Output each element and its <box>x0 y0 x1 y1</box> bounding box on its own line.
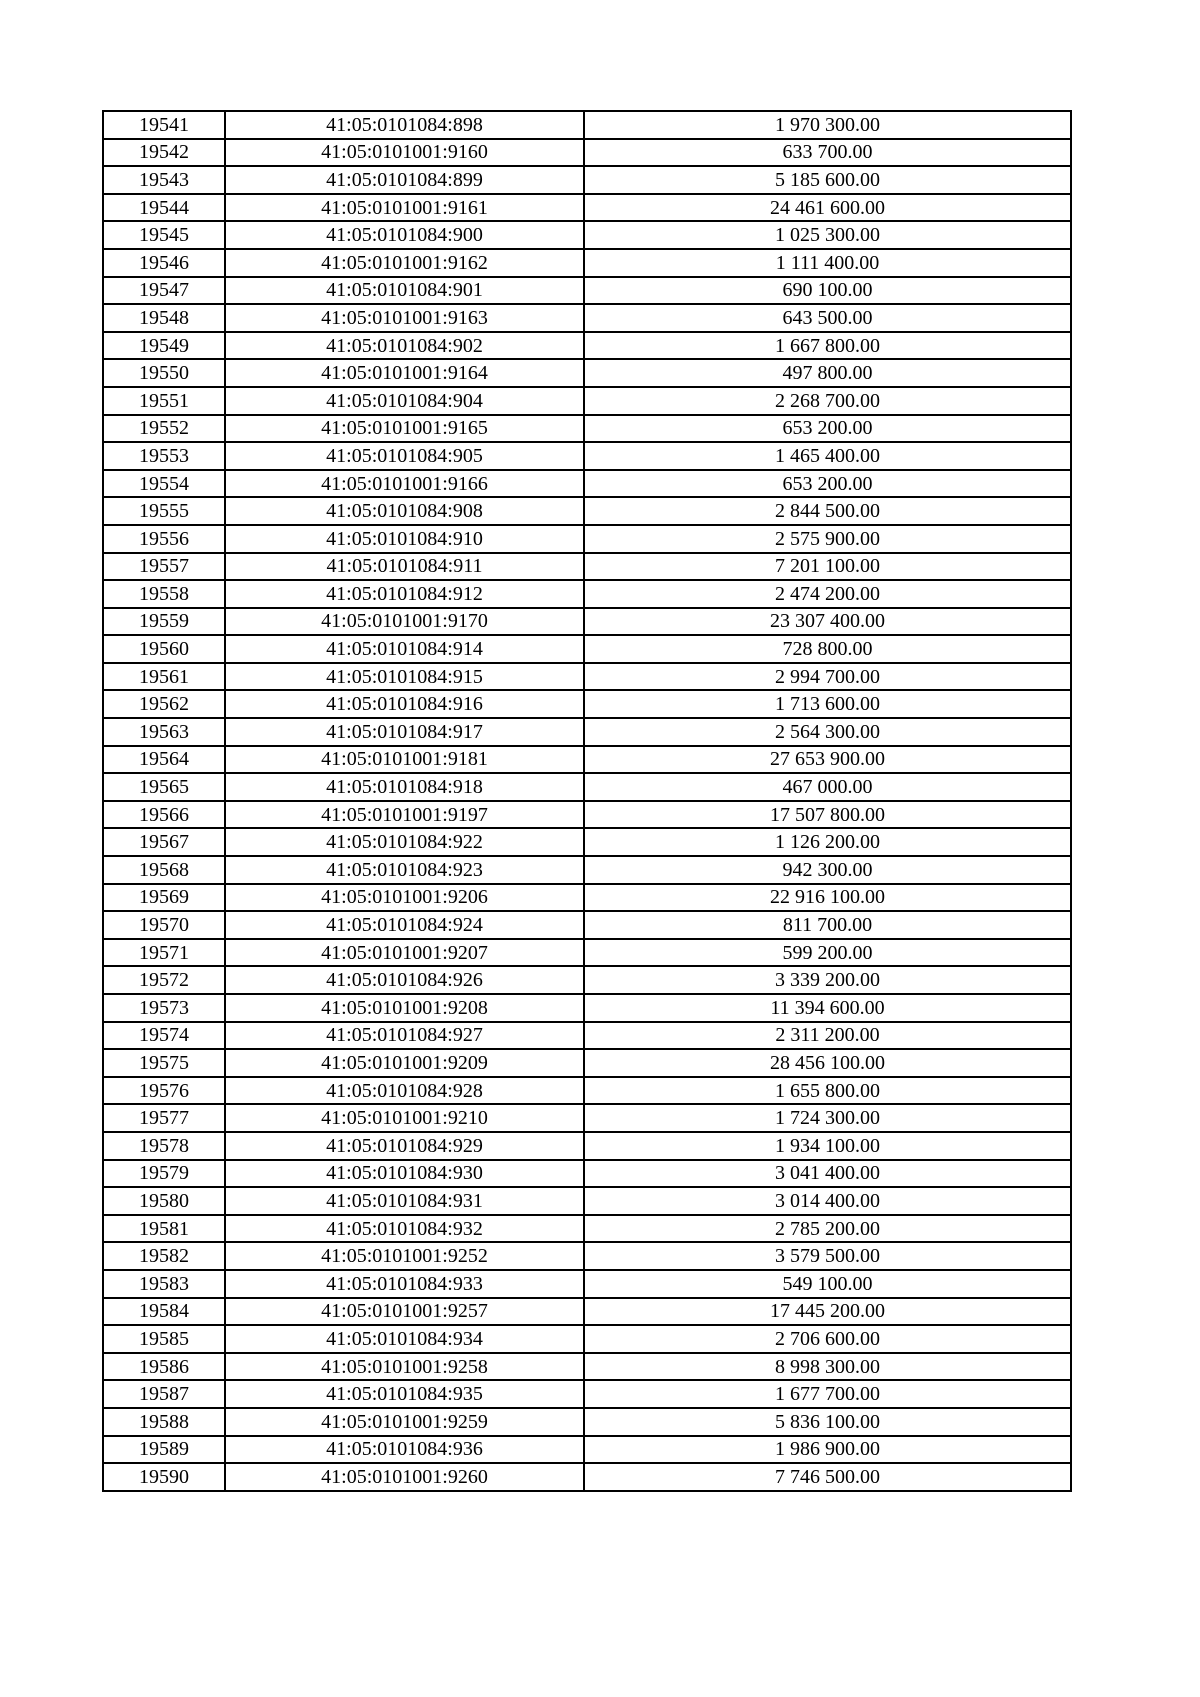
cadastral-number-cell: 41:05:0101084:928 <box>225 1077 584 1105</box>
table-row <box>103 332 1071 360</box>
cadastral-number-cell: 41:05:0101001:9260 <box>225 1463 584 1491</box>
table-row <box>103 1077 1071 1105</box>
row-number-cell: 19587 <box>103 1380 225 1408</box>
cadastral-number-cell: 41:05:0101084:900 <box>225 221 584 249</box>
cadastral-value-cell: 1 677 700.00 <box>584 1380 1071 1408</box>
table-row <box>103 1270 1071 1298</box>
table-row <box>103 525 1071 553</box>
cadastral-value-cell: 3 579 500.00 <box>584 1242 1071 1270</box>
cadastral-number-cell: 41:05:0101001:9163 <box>225 304 584 332</box>
row-number-cell: 19588 <box>103 1408 225 1436</box>
cadastral-value-cell: 2 311 200.00 <box>584 1022 1071 1050</box>
cadastral-number-cell: 41:05:0101084:905 <box>225 442 584 470</box>
table-row <box>103 111 1071 139</box>
table-row <box>103 1022 1071 1050</box>
row-number-cell: 19567 <box>103 828 225 856</box>
row-number-cell: 19586 <box>103 1353 225 1381</box>
cadastral-value-cell: 1 025 300.00 <box>584 221 1071 249</box>
cadastral-value-cell: 2 575 900.00 <box>584 525 1071 553</box>
table-row <box>103 608 1071 636</box>
row-number-cell: 19555 <box>103 497 225 525</box>
cadastral-number-cell: 41:05:0101084:922 <box>225 828 584 856</box>
cadastral-number-cell: 41:05:0101001:9208 <box>225 994 584 1022</box>
row-number-cell: 19569 <box>103 884 225 912</box>
cadastral-value-cell: 811 700.00 <box>584 911 1071 939</box>
row-number-cell: 19552 <box>103 415 225 443</box>
table-row <box>103 635 1071 663</box>
table-row <box>103 387 1071 415</box>
table-row <box>103 856 1071 884</box>
row-number-cell: 19544 <box>103 194 225 222</box>
table-row <box>103 194 1071 222</box>
cadastral-value-cell: 653 200.00 <box>584 470 1071 498</box>
cadastral-number-cell: 41:05:0101001:9197 <box>225 801 584 829</box>
table-row <box>103 1049 1071 1077</box>
cadastral-number-cell: 41:05:0101001:9165 <box>225 415 584 443</box>
cadastral-number-cell: 41:05:0101001:9170 <box>225 608 584 636</box>
table-row <box>103 304 1071 332</box>
cadastral-number-cell: 41:05:0101001:9164 <box>225 359 584 387</box>
row-number-cell: 19547 <box>103 277 225 305</box>
cadastral-number-cell: 41:05:0101084:904 <box>225 387 584 415</box>
table-row <box>103 966 1071 994</box>
cadastral-value-cell: 2 474 200.00 <box>584 580 1071 608</box>
row-number-cell: 19549 <box>103 332 225 360</box>
table-row <box>103 221 1071 249</box>
table-row <box>103 1353 1071 1381</box>
cadastral-value-cell: 1 970 300.00 <box>584 111 1071 139</box>
cadastral-value-cell: 643 500.00 <box>584 304 1071 332</box>
cadastral-value-cell: 22 916 100.00 <box>584 884 1071 912</box>
cadastral-value-cell: 1 126 200.00 <box>584 828 1071 856</box>
table-row <box>103 939 1071 967</box>
cadastral-number-cell: 41:05:0101084:932 <box>225 1215 584 1243</box>
cadastral-value-cell: 2 994 700.00 <box>584 663 1071 691</box>
row-number-cell: 19553 <box>103 442 225 470</box>
table-row <box>103 442 1071 470</box>
cadastral-value-cell: 23 307 400.00 <box>584 608 1071 636</box>
cadastral-number-cell: 41:05:0101001:9258 <box>225 1353 584 1381</box>
table-body <box>103 111 1071 1491</box>
table-row <box>103 884 1071 912</box>
cadastral-number-cell: 41:05:0101084:916 <box>225 690 584 718</box>
cadastral-value-cell: 5 836 100.00 <box>584 1408 1071 1436</box>
table-row <box>103 828 1071 856</box>
cadastral-number-cell: 41:05:0101001:9160 <box>225 139 584 167</box>
cadastral-value-cell: 2 564 300.00 <box>584 718 1071 746</box>
cadastral-value-cell: 17 445 200.00 <box>584 1298 1071 1326</box>
table-row <box>103 497 1071 525</box>
cadastral-number-cell: 41:05:0101084:918 <box>225 773 584 801</box>
cadastral-value-cell: 633 700.00 <box>584 139 1071 167</box>
cadastral-number-cell: 41:05:0101084:901 <box>225 277 584 305</box>
cadastral-value-cell: 2 785 200.00 <box>584 1215 1071 1243</box>
cadastral-number-cell: 41:05:0101001:9257 <box>225 1298 584 1326</box>
cadastral-number-cell: 41:05:0101084:931 <box>225 1187 584 1215</box>
row-number-cell: 19589 <box>103 1436 225 1464</box>
row-number-cell: 19558 <box>103 580 225 608</box>
row-number-cell: 19571 <box>103 939 225 967</box>
cadastral-value-cell: 3 014 400.00 <box>584 1187 1071 1215</box>
row-number-cell: 19566 <box>103 801 225 829</box>
cadastral-value-cell: 1 724 300.00 <box>584 1104 1071 1132</box>
table-row <box>103 249 1071 277</box>
table-row <box>103 166 1071 194</box>
cadastral-value-cell: 599 200.00 <box>584 939 1071 967</box>
table-row <box>103 1463 1071 1491</box>
table-row <box>103 415 1071 443</box>
cadastral-number-cell: 41:05:0101084:912 <box>225 580 584 608</box>
row-number-cell: 19573 <box>103 994 225 1022</box>
cadastral-value-cell: 653 200.00 <box>584 415 1071 443</box>
row-number-cell: 19565 <box>103 773 225 801</box>
table-row <box>103 718 1071 746</box>
cadastral-value-cell: 8 998 300.00 <box>584 1353 1071 1381</box>
cadastral-value-cell: 3 339 200.00 <box>584 966 1071 994</box>
row-number-cell: 19546 <box>103 249 225 277</box>
cadastral-number-cell: 41:05:0101084:924 <box>225 911 584 939</box>
cadastral-number-cell: 41:05:0101084:908 <box>225 497 584 525</box>
row-number-cell: 19551 <box>103 387 225 415</box>
cadastral-value-cell: 497 800.00 <box>584 359 1071 387</box>
cadastral-number-cell: 41:05:0101084:933 <box>225 1270 584 1298</box>
cadastral-value-cell: 5 185 600.00 <box>584 166 1071 194</box>
row-number-cell: 19578 <box>103 1132 225 1160</box>
table-row <box>103 746 1071 774</box>
row-number-cell: 19563 <box>103 718 225 746</box>
table-row <box>103 1408 1071 1436</box>
table-row <box>103 1104 1071 1132</box>
cadastral-number-cell: 41:05:0101001:9166 <box>225 470 584 498</box>
table-row <box>103 1436 1071 1464</box>
table-row <box>103 553 1071 581</box>
row-number-cell: 19585 <box>103 1325 225 1353</box>
row-number-cell: 19590 <box>103 1463 225 1491</box>
cadastral-value-cell: 7 201 100.00 <box>584 553 1071 581</box>
cadastral-number-cell: 41:05:0101001:9210 <box>225 1104 584 1132</box>
cadastral-value-cell: 1 465 400.00 <box>584 442 1071 470</box>
cadastral-value-cell: 549 100.00 <box>584 1270 1071 1298</box>
table-row <box>103 359 1071 387</box>
row-number-cell: 19568 <box>103 856 225 884</box>
row-number-cell: 19559 <box>103 608 225 636</box>
cadastral-value-cell: 1 934 100.00 <box>584 1132 1071 1160</box>
cadastral-number-cell: 41:05:0101084:929 <box>225 1132 584 1160</box>
row-number-cell: 19542 <box>103 139 225 167</box>
cadastral-value-cell: 1 667 800.00 <box>584 332 1071 360</box>
cadastral-number-cell: 41:05:0101084:934 <box>225 1325 584 1353</box>
cadastral-number-cell: 41:05:0101084:899 <box>225 166 584 194</box>
cadastral-value-cell: 24 461 600.00 <box>584 194 1071 222</box>
row-number-cell: 19580 <box>103 1187 225 1215</box>
row-number-cell: 19543 <box>103 166 225 194</box>
cadastral-number-cell: 41:05:0101001:9207 <box>225 939 584 967</box>
cadastral-number-cell: 41:05:0101084:936 <box>225 1436 584 1464</box>
cadastral-value-cell: 2 268 700.00 <box>584 387 1071 415</box>
row-number-cell: 19548 <box>103 304 225 332</box>
cadastral-number-cell: 41:05:0101001:9161 <box>225 194 584 222</box>
table-row <box>103 1132 1071 1160</box>
cadastral-value-cell: 2 844 500.00 <box>584 497 1071 525</box>
cadastral-value-cell: 28 456 100.00 <box>584 1049 1071 1077</box>
cadastral-value-cell: 1 713 600.00 <box>584 690 1071 718</box>
table-row <box>103 801 1071 829</box>
table-row <box>103 1160 1071 1188</box>
table-row <box>103 580 1071 608</box>
row-number-cell: 19564 <box>103 746 225 774</box>
row-number-cell: 19584 <box>103 1298 225 1326</box>
cadastral-number-cell: 41:05:0101084:923 <box>225 856 584 884</box>
cadastral-value-cell: 942 300.00 <box>584 856 1071 884</box>
row-number-cell: 19557 <box>103 553 225 581</box>
table-row <box>103 663 1071 691</box>
row-number-cell: 19574 <box>103 1022 225 1050</box>
cadastral-value-table <box>102 110 1072 1492</box>
row-number-cell: 19576 <box>103 1077 225 1105</box>
cadastral-value-cell: 7 746 500.00 <box>584 1463 1071 1491</box>
cadastral-value-cell: 2 706 600.00 <box>584 1325 1071 1353</box>
table-row <box>103 1325 1071 1353</box>
cadastral-number-cell: 41:05:0101001:9206 <box>225 884 584 912</box>
cadastral-value-cell: 728 800.00 <box>584 635 1071 663</box>
cadastral-number-cell: 41:05:0101084:898 <box>225 111 584 139</box>
cadastral-value-cell: 467 000.00 <box>584 773 1071 801</box>
row-number-cell: 19581 <box>103 1215 225 1243</box>
cadastral-value-cell: 1 986 900.00 <box>584 1436 1071 1464</box>
cadastral-number-cell: 41:05:0101084:914 <box>225 635 584 663</box>
cadastral-number-cell: 41:05:0101001:9162 <box>225 249 584 277</box>
table-row <box>103 1242 1071 1270</box>
row-number-cell: 19570 <box>103 911 225 939</box>
cadastral-value-cell: 1 655 800.00 <box>584 1077 1071 1105</box>
cadastral-number-cell: 41:05:0101084:930 <box>225 1160 584 1188</box>
cadastral-value-cell: 690 100.00 <box>584 277 1071 305</box>
row-number-cell: 19577 <box>103 1104 225 1132</box>
row-number-cell: 19575 <box>103 1049 225 1077</box>
table-row <box>103 1298 1071 1326</box>
row-number-cell: 19556 <box>103 525 225 553</box>
table-row <box>103 1215 1071 1243</box>
cadastral-number-cell: 41:05:0101001:9181 <box>225 746 584 774</box>
row-number-cell: 19550 <box>103 359 225 387</box>
cadastral-number-cell: 41:05:0101084:926 <box>225 966 584 994</box>
cadastral-number-cell: 41:05:0101001:9252 <box>225 1242 584 1270</box>
row-number-cell: 19562 <box>103 690 225 718</box>
cadastral-value-cell: 11 394 600.00 <box>584 994 1071 1022</box>
row-number-cell: 19583 <box>103 1270 225 1298</box>
row-number-cell: 19572 <box>103 966 225 994</box>
table-row <box>103 139 1071 167</box>
table-row <box>103 1380 1071 1408</box>
cadastral-number-cell: 41:05:0101084:927 <box>225 1022 584 1050</box>
cadastral-value-cell: 17 507 800.00 <box>584 801 1071 829</box>
cadastral-number-cell: 41:05:0101001:9259 <box>225 1408 584 1436</box>
table-row <box>103 1187 1071 1215</box>
table-row <box>103 994 1071 1022</box>
cadastral-number-cell: 41:05:0101084:902 <box>225 332 584 360</box>
cadastral-number-cell: 41:05:0101084:910 <box>225 525 584 553</box>
cadastral-value-cell: 3 041 400.00 <box>584 1160 1071 1188</box>
cadastral-value-cell: 1 111 400.00 <box>584 249 1071 277</box>
table-row <box>103 773 1071 801</box>
table-row <box>103 470 1071 498</box>
row-number-cell: 19554 <box>103 470 225 498</box>
row-number-cell: 19541 <box>103 111 225 139</box>
cadastral-number-cell: 41:05:0101084:917 <box>225 718 584 746</box>
row-number-cell: 19545 <box>103 221 225 249</box>
table-row <box>103 277 1071 305</box>
table-row <box>103 911 1071 939</box>
cadastral-number-cell: 41:05:0101001:9209 <box>225 1049 584 1077</box>
row-number-cell: 19582 <box>103 1242 225 1270</box>
cadastral-number-cell: 41:05:0101084:911 <box>225 553 584 581</box>
cadastral-number-cell: 41:05:0101084:935 <box>225 1380 584 1408</box>
row-number-cell: 19560 <box>103 635 225 663</box>
cadastral-value-cell: 27 653 900.00 <box>584 746 1071 774</box>
cadastral-number-cell: 41:05:0101084:915 <box>225 663 584 691</box>
row-number-cell: 19579 <box>103 1160 225 1188</box>
row-number-cell: 19561 <box>103 663 225 691</box>
table-row <box>103 690 1071 718</box>
